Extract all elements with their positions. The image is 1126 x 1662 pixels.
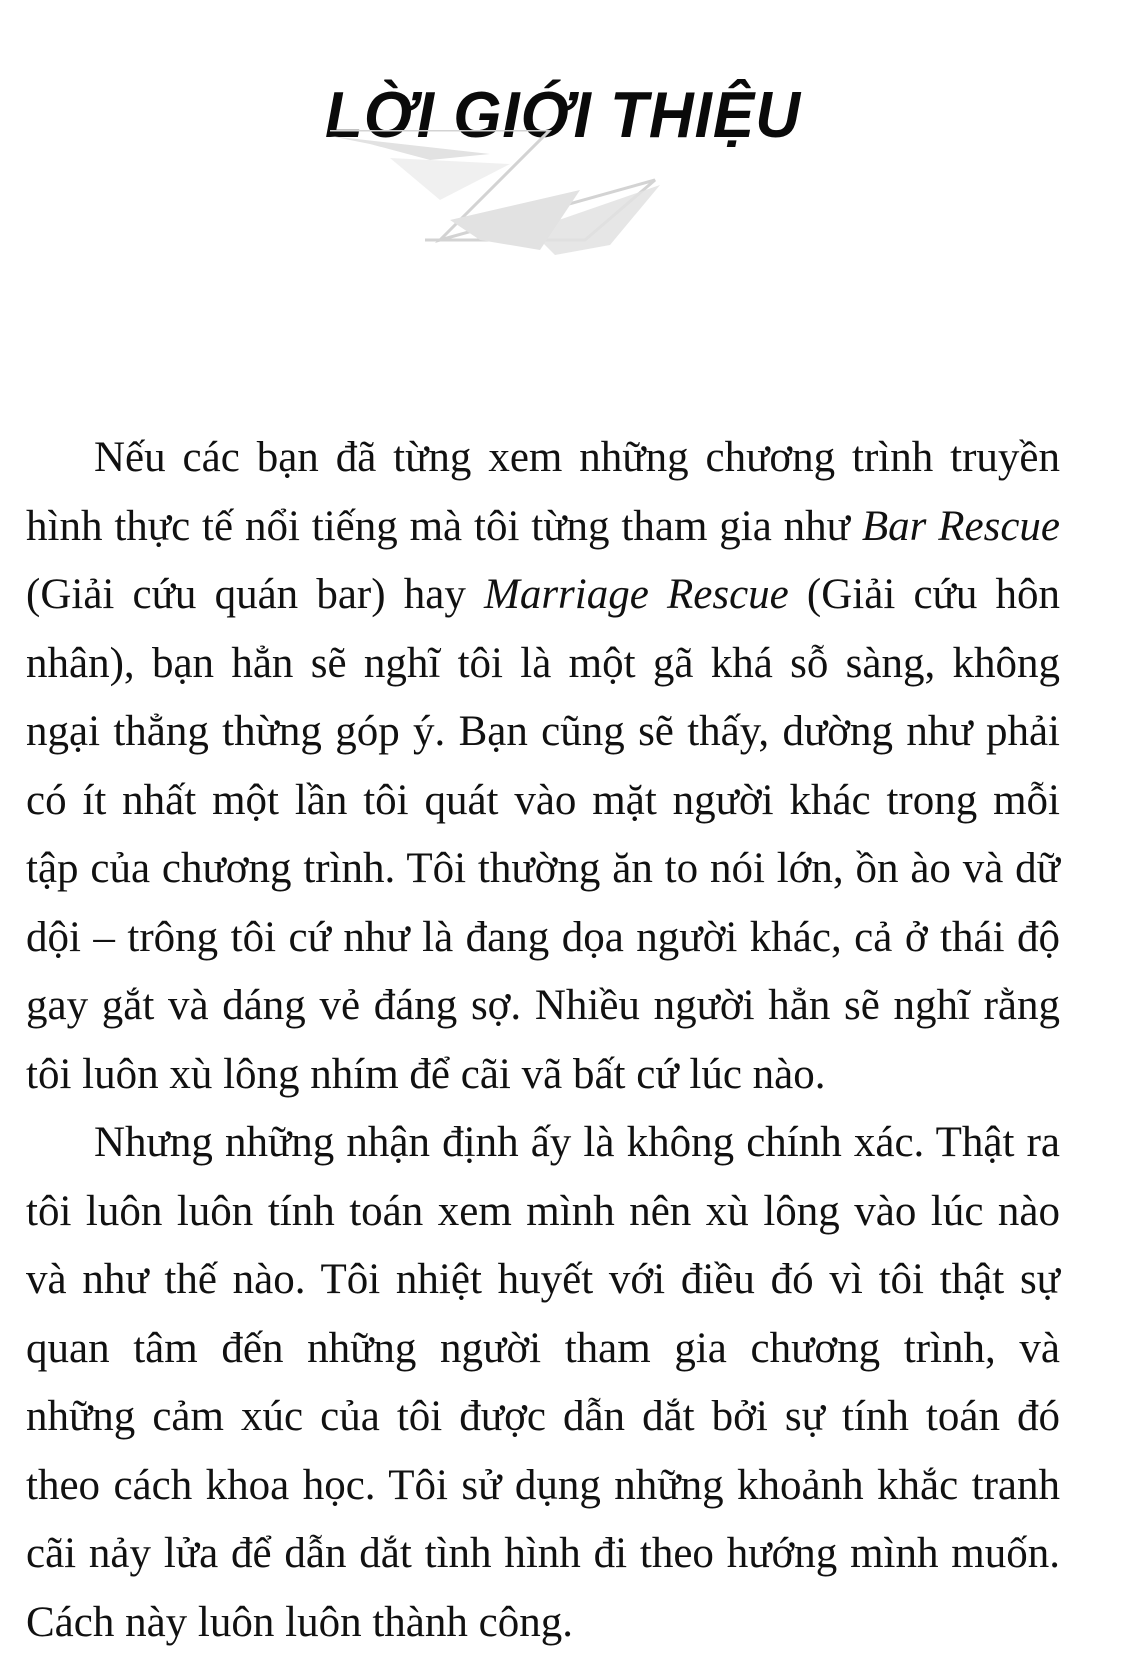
zigzag-ornament-icon [330, 130, 710, 280]
chapter-title: LỜI GIỚI THIỆU [324, 78, 802, 152]
paragraph-1-part-c: (Giải cứu hôn nhân), bạn hẳn sẽ nghĩ tôi là một gã khá sỗ sàng, không ngại thẳng thừng góp ý. Bạn cũng sẽ thấy, dường như phải có ít nhất một lần tôi quát vào mặt người khác trong mỗi tập của chương trình. Tôi thường ăn to nói lớn, ồn ào và dữ dội – trông tôi cứ như là đang dọa người khác, cả ở thái độ gay gắt và dáng vẻ đáng sợ. Nhiều người hẳn sẽ nghĩ rằng tôi luôn xù lông nhím để cãi vã bất cứ lúc nào. [26, 571, 1061, 1098]
body-text [26, 424, 1060, 1657]
show-title-bar-rescue: Bar Rescue [861, 502, 1060, 550]
paragraph-2: Nhưng những nhận định ấy là không chính xác. Thật ra tôi luôn luôn tính toán xem mình nên xù lông vào lúc nào và như thế nào. Tôi nhiệt huyết với điều đó vì tôi thật sự quan tâm đến những người tham gia chương trình, và những cảm xúc của tôi được dẫn dắt bởi sự tính toán đó theo cách khoa học. Tôi sử dụng những khoảnh khắc tranh cãi nảy lửa để dẫn dắt tình hình đi theo hướng mình muốn. Cách này luôn luôn thành công. [26, 1119, 1060, 1646]
paragraph-1-part-b: (Giải cứu quán bar) hay [26, 571, 484, 618]
paragraph-1-part-a: Nếu các bạn đã từng xem những chương trình truyền hình thực tế nổi tiếng mà tôi từng tham gia như [26, 434, 1060, 550]
paragraph-1 [26, 424, 1060, 1109]
show-title-marriage-rescue: Marriage Rescue [484, 571, 789, 618]
